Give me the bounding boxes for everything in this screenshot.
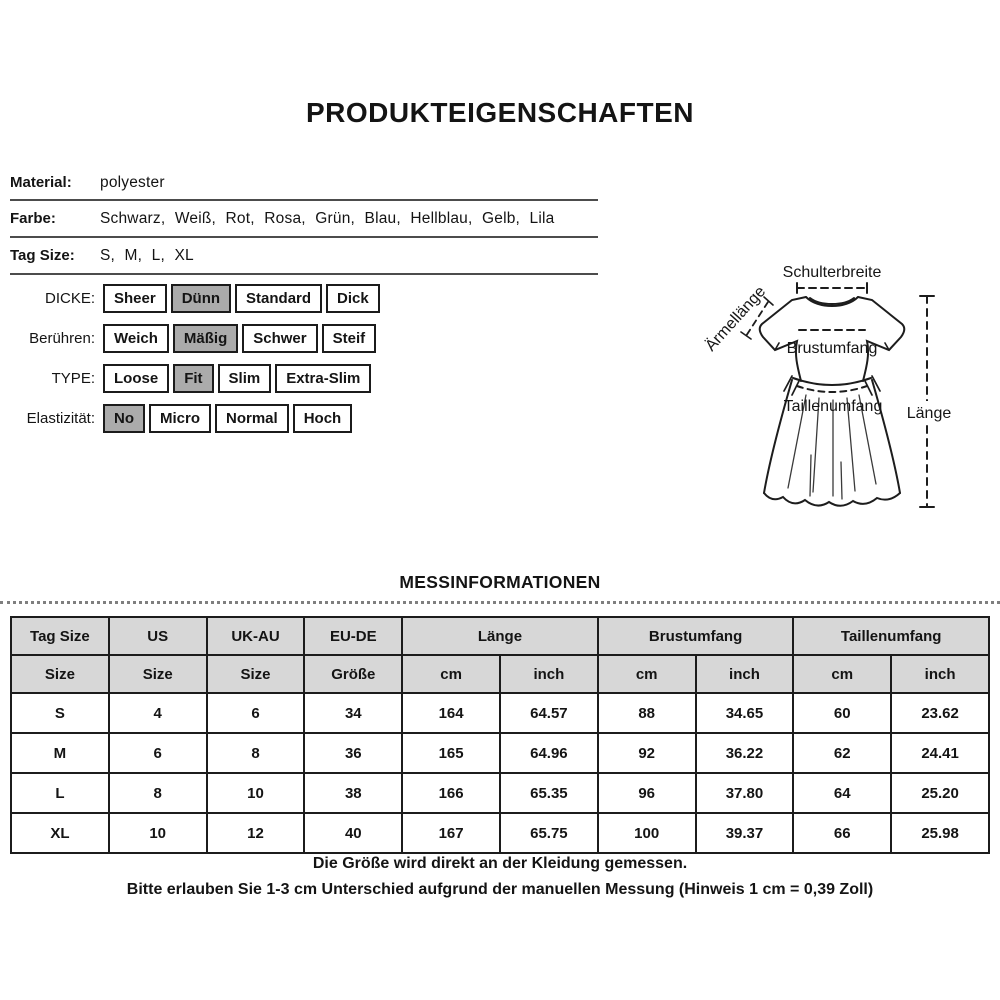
option-chip-standard[interactable]: Standard: [235, 284, 322, 313]
size-table-body: [11, 693, 989, 853]
column-header: Taillenumfang: [793, 617, 989, 655]
attribute-row: [0, 364, 384, 393]
option-chip-loose[interactable]: Loose: [103, 364, 169, 393]
table-cell: 6: [109, 733, 207, 773]
note-line: Bitte erlauben Sie 1-3 cm Unterschied aufgrund der manuellen Messung (Hinweis 1 cm = 0,39 Zoll): [126, 881, 874, 898]
table-cell: S: [11, 693, 109, 733]
option-chip-normal[interactable]: Normal: [215, 404, 289, 433]
attribute-section: [0, 284, 384, 444]
option-chip-sheer[interactable]: Sheer: [103, 284, 167, 313]
skirt-hem: [764, 493, 900, 506]
size-table-header-row-1: [11, 617, 989, 655]
table-cell: 96: [598, 773, 696, 813]
table-cell: 88: [598, 693, 696, 733]
table-cell: 37.80: [696, 773, 794, 813]
column-header: Brustumfang: [598, 617, 794, 655]
length-label: Länge: [906, 405, 952, 422]
bust-label: Brustumfang: [786, 340, 878, 357]
option-chip-m-ig[interactable]: Mäßig: [173, 324, 238, 353]
table-cell: 64: [793, 773, 891, 813]
table-cell: 34.65: [696, 693, 794, 733]
table-cell: 66: [793, 813, 891, 853]
option-chip-fit[interactable]: Fit: [173, 364, 213, 393]
table-cell: 12: [207, 813, 305, 853]
size-table: [10, 616, 990, 854]
table-cell: 4: [109, 693, 207, 733]
column-subheader: cm: [793, 655, 891, 693]
dress-right-side: [858, 297, 904, 381]
info-row-label: Farbe:: [10, 210, 56, 227]
table-cell: 60: [793, 693, 891, 733]
dress-left-side: [760, 297, 806, 381]
info-row: [10, 201, 598, 238]
attribute-label: DICKE:: [44, 290, 95, 307]
info-row-label: Tag Size:: [10, 247, 75, 264]
option-chip-dick[interactable]: Dick: [326, 284, 380, 313]
size-table-header-row-2: [11, 655, 989, 693]
table-cell: 25.98: [891, 813, 989, 853]
column-subheader: cm: [598, 655, 696, 693]
table-cell: 62: [793, 733, 891, 773]
info-row: [10, 166, 598, 201]
column-subheader: Size: [207, 655, 305, 693]
table-cell: 36.22: [696, 733, 794, 773]
table-cell: 64.96: [500, 733, 598, 773]
table-cell: 92: [598, 733, 696, 773]
measurement-notes: [0, 855, 1000, 907]
size-table-head: [11, 617, 989, 693]
option-chip-schwer[interactable]: Schwer: [242, 324, 317, 353]
column-subheader: Größe: [304, 655, 402, 693]
info-row-label: Material:: [10, 174, 72, 191]
dotted-divider: [0, 601, 1000, 604]
table-cell: 23.62: [891, 693, 989, 733]
column-subheader: Size: [109, 655, 207, 693]
sleeve-length-label: Ärmellänge: [702, 283, 770, 355]
attribute-row: [0, 324, 384, 353]
table-cell: 166: [402, 773, 500, 813]
table-cell: 65.75: [500, 813, 598, 853]
table-row: [11, 693, 989, 733]
column-header: Länge: [402, 617, 598, 655]
info-row: [10, 238, 598, 275]
skirt-right-edge: [872, 380, 900, 493]
table-cell: 65.35: [500, 773, 598, 813]
table-row: [11, 733, 989, 773]
option-chip-weich[interactable]: Weich: [103, 324, 169, 353]
table-cell: 64.57: [500, 693, 598, 733]
dress-measurement-illustration: [680, 250, 1000, 530]
table-cell: 8: [207, 733, 305, 773]
option-chip-no[interactable]: No: [103, 404, 145, 433]
table-cell: 8: [109, 773, 207, 813]
info-row-value: S, M, L, XL: [100, 246, 194, 264]
column-header: US: [109, 617, 207, 655]
table-row: [11, 773, 989, 813]
column-header: EU-DE: [304, 617, 402, 655]
measurement-section-title: MESSINFORMATIONEN: [399, 572, 601, 592]
column-subheader: Size: [11, 655, 109, 693]
table-cell: 40: [304, 813, 402, 853]
table-cell: 167: [402, 813, 500, 853]
column-subheader: inch: [891, 655, 989, 693]
table-cell: 6: [207, 693, 305, 733]
waist-dashed-curve: [797, 386, 867, 392]
table-cell: 38: [304, 773, 402, 813]
table-cell: 39.37: [696, 813, 794, 853]
table-cell: 10: [207, 773, 305, 813]
option-chip-hoch[interactable]: Hoch: [293, 404, 353, 433]
attribute-label: Elastizität:: [26, 410, 95, 427]
note-line: Die Größe wird direkt an der Kleidung gemessen.: [312, 855, 688, 872]
waist-label: Taillenumfang: [783, 398, 883, 415]
page-title: PRODUKTEIGENSCHAFTEN: [305, 97, 694, 128]
table-cell: 165: [402, 733, 500, 773]
column-subheader: inch: [696, 655, 794, 693]
table-row: [11, 813, 989, 853]
skirt-left-edge: [764, 380, 792, 493]
info-row-value: Schwarz, Weiß, Rot, Rosa, Grün, Blau, Hellblau, Gelb, Lila: [100, 209, 555, 227]
waist-top-curve: [793, 378, 871, 385]
attribute-label: TYPE:: [51, 370, 95, 387]
attribute-label: Berühren:: [29, 330, 95, 347]
option-chip-extra-slim[interactable]: Extra-Slim: [275, 364, 371, 393]
attribute-row: [0, 404, 384, 433]
option-chip-d-nn[interactable]: Dünn: [171, 284, 231, 313]
table-cell: 24.41: [891, 733, 989, 773]
table-cell: 100: [598, 813, 696, 853]
option-chip-micro[interactable]: Micro: [149, 404, 211, 433]
column-header: Tag Size: [11, 617, 109, 655]
size-diagram: [680, 250, 1000, 530]
table-cell: M: [11, 733, 109, 773]
table-cell: 164: [402, 693, 500, 733]
option-chip-slim[interactable]: Slim: [218, 364, 272, 393]
option-chip-steif[interactable]: Steif: [322, 324, 377, 353]
column-subheader: cm: [402, 655, 500, 693]
table-cell: 34: [304, 693, 402, 733]
table-cell: 10: [109, 813, 207, 853]
table-cell: 25.20: [891, 773, 989, 813]
table-cell: L: [11, 773, 109, 813]
table-cell: 36: [304, 733, 402, 773]
table-cell: XL: [11, 813, 109, 853]
info-row-value: polyester: [100, 173, 165, 191]
column-header: UK-AU: [207, 617, 305, 655]
shoulder-width-label: Schulterbreite: [782, 264, 882, 281]
attribute-row: [0, 284, 384, 313]
column-subheader: inch: [500, 655, 598, 693]
info-section: [10, 166, 598, 275]
